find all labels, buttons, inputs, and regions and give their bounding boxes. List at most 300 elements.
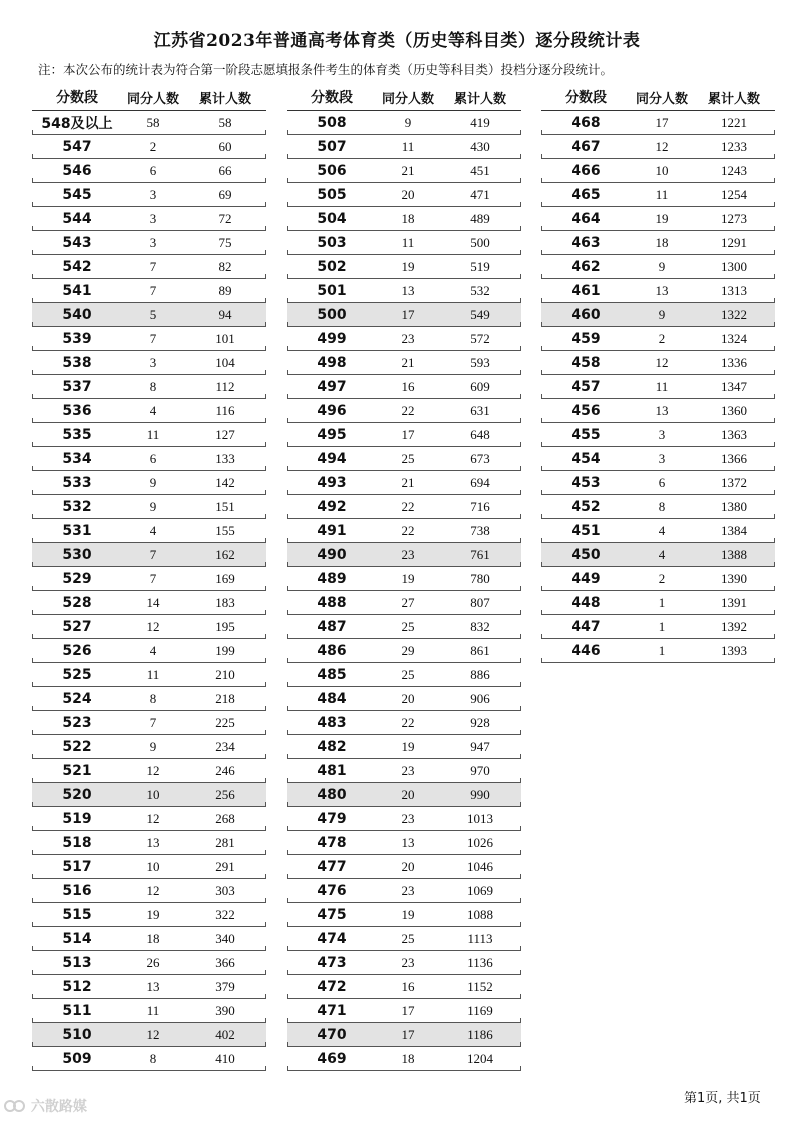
score-cell: 499 — [317, 330, 347, 347]
same-count-cell: 11 — [655, 186, 669, 202]
cumulative-cell: 1088 — [467, 906, 493, 922]
table-body — [32, 111, 266, 1071]
table-row — [541, 303, 775, 327]
same-count-cell: 23 — [401, 546, 415, 562]
score-cell: 451 — [571, 522, 601, 539]
cumulative-cell: 780 — [470, 570, 490, 586]
cumulative-cell: 1366 — [721, 450, 747, 466]
watermark-icon — [4, 1099, 26, 1113]
score-cell: 490 — [317, 546, 347, 563]
same-count-cell: 8 — [149, 378, 157, 394]
score-cell: 526 — [62, 642, 92, 659]
score-cell: 487 — [317, 618, 347, 635]
table-row — [287, 615, 521, 639]
table-row — [32, 159, 266, 183]
cumulative-cell: 291 — [215, 858, 235, 874]
score-cell: 547 — [62, 138, 92, 155]
same-count-cell: 19 — [401, 258, 415, 274]
table-row — [287, 375, 521, 399]
score-cell: 524 — [62, 690, 92, 707]
table-row — [32, 975, 266, 999]
same-count-cell: 10 — [655, 162, 669, 178]
table-row — [287, 399, 521, 423]
same-count-cell: 14 — [146, 594, 160, 610]
cumulative-cell: 807 — [470, 594, 490, 610]
same-count-cell: 19 — [401, 906, 415, 922]
score-cell: 512 — [62, 978, 92, 995]
cumulative-cell: 151 — [215, 498, 235, 514]
table-row — [32, 111, 266, 135]
same-count-cell: 13 — [655, 282, 669, 298]
table-row — [541, 519, 775, 543]
table-row — [32, 735, 266, 759]
cumulative-cell: 366 — [215, 954, 235, 970]
same-count-cell: 23 — [401, 330, 415, 346]
same-count-cell: 25 — [401, 930, 415, 946]
score-cell: 468 — [571, 114, 601, 131]
same-count-cell: 11 — [655, 378, 669, 394]
same-count-cell: 8 — [658, 498, 666, 514]
table-row — [541, 183, 775, 207]
table-row — [287, 1047, 521, 1071]
header-score: 分数段 — [56, 90, 98, 106]
page-title: 江苏省2023年普通高考体育类（历史等科目类）逐分段统计表 — [153, 31, 641, 51]
same-count-cell: 58 — [146, 114, 160, 130]
same-count-cell: 10 — [146, 786, 160, 802]
score-cell: 531 — [62, 522, 92, 539]
table-row — [32, 471, 266, 495]
same-count-cell: 13 — [401, 282, 415, 298]
cumulative-cell: 218 — [215, 690, 235, 706]
same-count-cell: 20 — [401, 858, 415, 874]
same-count-cell: 9 — [149, 498, 157, 514]
same-count-cell: 3 — [149, 234, 157, 250]
same-count-cell: 1 — [658, 618, 666, 634]
watermark-text: 六散路媒 — [30, 1099, 87, 1115]
table-row — [541, 495, 775, 519]
cumulative-cell: 322 — [215, 906, 235, 922]
cumulative-cell: 947 — [470, 738, 490, 754]
score-cell: 502 — [317, 258, 347, 275]
cumulative-cell: 906 — [470, 690, 490, 706]
score-cell: 484 — [317, 690, 347, 707]
table-row — [287, 543, 521, 567]
score-cell: 500 — [317, 306, 347, 323]
table-row — [287, 855, 521, 879]
cumulative-cell: 419 — [470, 114, 490, 130]
score-cell: 536 — [62, 402, 92, 419]
score-cell: 516 — [62, 882, 92, 899]
table-row — [287, 111, 521, 135]
table-row — [541, 207, 775, 231]
cumulative-cell: 1243 — [721, 162, 747, 178]
table-row — [541, 543, 775, 567]
table-row — [541, 471, 775, 495]
score-cell: 470 — [317, 1026, 347, 1043]
cumulative-cell: 1363 — [721, 426, 747, 442]
same-count-cell: 23 — [401, 954, 415, 970]
cumulative-cell: 572 — [470, 330, 490, 346]
table-column-1 — [32, 84, 266, 1071]
cumulative-cell: 990 — [470, 786, 490, 802]
same-count-cell: 29 — [401, 642, 415, 658]
cumulative-cell: 69 — [218, 186, 232, 202]
same-count-cell: 18 — [401, 210, 415, 226]
table-row — [541, 135, 775, 159]
header-same-count: 同分人数 — [635, 90, 688, 106]
same-count-cell: 12 — [655, 354, 669, 370]
same-count-cell: 3 — [149, 210, 157, 226]
cumulative-cell: 1273 — [721, 210, 747, 226]
cumulative-cell: 127 — [215, 426, 235, 442]
cumulative-cell: 716 — [470, 498, 490, 514]
cumulative-cell: 1372 — [721, 474, 747, 490]
cumulative-cell: 970 — [470, 762, 490, 778]
same-count-cell: 25 — [401, 618, 415, 634]
same-count-cell: 9 — [404, 114, 412, 130]
table-row — [32, 591, 266, 615]
score-cell: 450 — [571, 546, 601, 563]
same-count-cell: 6 — [149, 162, 157, 178]
same-count-cell: 22 — [401, 714, 415, 730]
score-cell: 463 — [571, 234, 601, 251]
cumulative-cell: 195 — [215, 618, 235, 634]
cumulative-cell: 471 — [470, 186, 490, 202]
same-count-cell: 21 — [401, 354, 415, 370]
cumulative-cell: 673 — [470, 450, 490, 466]
same-count-cell: 16 — [401, 378, 415, 394]
table-header — [287, 84, 521, 111]
same-count-cell: 26 — [146, 954, 160, 970]
same-count-cell: 1 — [658, 642, 666, 658]
same-count-cell: 11 — [401, 138, 415, 154]
score-cell: 546 — [62, 162, 92, 179]
score-cell: 453 — [571, 474, 601, 491]
cumulative-cell: 225 — [215, 714, 235, 730]
same-count-cell: 22 — [401, 402, 415, 418]
cumulative-cell: 246 — [215, 762, 235, 778]
score-cell: 481 — [317, 762, 347, 779]
table-row — [32, 231, 266, 255]
table-row — [287, 255, 521, 279]
score-cell: 545 — [62, 186, 92, 203]
page-footer: 第1页, 共1页 — [684, 1091, 761, 1106]
table-row — [287, 807, 521, 831]
cumulative-cell: 1169 — [467, 1002, 493, 1018]
table-row — [32, 375, 266, 399]
score-cell: 494 — [317, 450, 347, 467]
header-score: 分数段 — [311, 90, 353, 106]
score-cell: 467 — [571, 138, 601, 155]
table-row — [541, 255, 775, 279]
same-count-cell: 8 — [149, 690, 157, 706]
same-count-cell: 12 — [146, 762, 160, 778]
cumulative-cell: 94 — [218, 306, 232, 322]
cumulative-cell: 500 — [470, 234, 490, 250]
header-score: 分数段 — [565, 90, 607, 106]
score-cell: 518 — [62, 834, 92, 851]
table-row — [32, 687, 266, 711]
cumulative-cell: 1300 — [721, 258, 747, 274]
table-row — [32, 279, 266, 303]
same-count-cell: 1 — [658, 594, 666, 610]
score-cell: 477 — [317, 858, 347, 875]
same-count-cell: 19 — [401, 570, 415, 586]
same-count-cell: 4 — [149, 642, 157, 658]
cumulative-cell: 256 — [215, 786, 235, 802]
same-count-cell: 7 — [149, 258, 157, 274]
same-count-cell: 9 — [149, 474, 157, 490]
score-cell: 505 — [317, 186, 347, 203]
table-row — [32, 615, 266, 639]
score-cell: 454 — [571, 450, 601, 467]
table-row — [287, 831, 521, 855]
same-count-cell: 3 — [149, 354, 157, 370]
same-count-cell: 22 — [401, 498, 415, 514]
table-row — [287, 783, 521, 807]
score-cell: 521 — [62, 762, 92, 779]
table-row — [32, 807, 266, 831]
score-cell: 533 — [62, 474, 92, 491]
same-count-cell: 11 — [146, 666, 160, 682]
score-cell: 448 — [571, 594, 601, 611]
table-row — [32, 783, 266, 807]
cumulative-cell: 410 — [215, 1050, 235, 1066]
cumulative-cell: 1069 — [467, 882, 493, 898]
same-count-cell: 9 — [658, 306, 666, 322]
table-row — [287, 135, 521, 159]
same-count-cell: 4 — [658, 546, 666, 562]
table-row — [32, 855, 266, 879]
cumulative-cell: 72 — [218, 210, 232, 226]
same-count-cell: 7 — [149, 546, 157, 562]
table-row — [287, 207, 521, 231]
score-cell: 469 — [317, 1050, 347, 1067]
table-row — [287, 279, 521, 303]
cumulative-cell: 1313 — [721, 282, 747, 298]
table-row — [32, 879, 266, 903]
score-cell: 514 — [62, 930, 92, 947]
score-cell: 461 — [571, 282, 601, 299]
score-cell: 480 — [317, 786, 347, 803]
cumulative-cell: 82 — [218, 258, 232, 274]
table-row — [287, 591, 521, 615]
same-count-cell: 7 — [149, 330, 157, 346]
cumulative-cell: 1384 — [721, 522, 747, 538]
score-cell: 537 — [62, 378, 92, 395]
same-count-cell: 9 — [149, 738, 157, 754]
score-cell: 459 — [571, 330, 601, 347]
score-cell: 528 — [62, 594, 92, 611]
table-row — [287, 159, 521, 183]
cumulative-cell: 1026 — [467, 834, 493, 850]
cumulative-cell: 861 — [470, 642, 490, 658]
score-cell: 458 — [571, 354, 601, 371]
score-cell: 486 — [317, 642, 347, 659]
table-row — [32, 999, 266, 1023]
same-count-cell: 17 — [401, 426, 415, 442]
cumulative-cell: 609 — [470, 378, 490, 394]
table-header — [541, 84, 775, 111]
cumulative-cell: 1254 — [721, 186, 747, 202]
table-column-3 — [541, 84, 775, 663]
header-cumulative: 累计人数 — [198, 90, 251, 106]
table-row — [287, 351, 521, 375]
same-count-cell: 11 — [146, 1002, 160, 1018]
cumulative-cell: 648 — [470, 426, 490, 442]
cumulative-cell: 142 — [215, 474, 235, 490]
table-row — [32, 831, 266, 855]
table-row — [287, 303, 521, 327]
table-row — [32, 927, 266, 951]
score-cell: 515 — [62, 906, 92, 923]
cumulative-cell: 58 — [218, 114, 232, 130]
cumulative-cell: 1152 — [467, 978, 493, 994]
cumulative-cell: 1392 — [721, 618, 747, 634]
score-cell: 544 — [62, 210, 92, 227]
cumulative-cell: 390 — [215, 1002, 235, 1018]
score-cell: 542 — [62, 258, 92, 275]
score-cell: 466 — [571, 162, 601, 179]
cumulative-cell: 1390 — [721, 570, 747, 586]
table-row — [541, 423, 775, 447]
same-count-cell: 12 — [146, 882, 160, 898]
same-count-cell: 18 — [146, 930, 160, 946]
table-row — [32, 519, 266, 543]
score-cell: 517 — [62, 858, 92, 875]
table-row — [287, 687, 521, 711]
cumulative-cell: 694 — [470, 474, 490, 490]
same-count-cell: 17 — [401, 306, 415, 322]
score-cell: 449 — [571, 570, 601, 587]
score-cell: 535 — [62, 426, 92, 443]
cumulative-cell: 169 — [215, 570, 235, 586]
table-row — [32, 447, 266, 471]
table-row — [541, 399, 775, 423]
cumulative-cell: 549 — [470, 306, 490, 322]
table-row — [32, 303, 266, 327]
cumulative-cell: 162 — [215, 546, 235, 562]
cumulative-cell: 631 — [470, 402, 490, 418]
table-row — [287, 903, 521, 927]
cumulative-cell: 738 — [470, 522, 490, 538]
table-row — [541, 639, 775, 663]
header-same-count: 同分人数 — [126, 90, 179, 106]
table-row — [287, 447, 521, 471]
score-cell: 527 — [62, 618, 92, 635]
same-count-cell: 5 — [149, 306, 157, 322]
table-row — [32, 711, 266, 735]
cumulative-cell: 1347 — [721, 378, 747, 394]
table-row — [541, 159, 775, 183]
table-row — [32, 255, 266, 279]
score-cell: 455 — [571, 426, 601, 443]
cumulative-cell: 303 — [215, 882, 235, 898]
same-count-cell: 12 — [146, 810, 160, 826]
same-count-cell: 19 — [401, 738, 415, 754]
same-count-cell: 22 — [401, 522, 415, 538]
score-cell: 488 — [317, 594, 347, 611]
score-cell: 523 — [62, 714, 92, 731]
cumulative-cell: 340 — [215, 930, 235, 946]
table-row — [287, 1023, 521, 1047]
table-row — [541, 351, 775, 375]
cumulative-cell: 1291 — [721, 234, 747, 250]
header-cumulative: 累计人数 — [453, 90, 506, 106]
score-cell: 482 — [317, 738, 347, 755]
score-cell: 460 — [571, 306, 601, 323]
table-row — [287, 567, 521, 591]
table-row — [541, 591, 775, 615]
score-cell: 479 — [317, 810, 347, 827]
header-same-count: 同分人数 — [381, 90, 434, 106]
cumulative-cell: 199 — [215, 642, 235, 658]
same-count-cell: 3 — [149, 186, 157, 202]
same-count-cell: 9 — [658, 258, 666, 274]
table-row — [287, 879, 521, 903]
same-count-cell: 17 — [655, 114, 669, 130]
table-body — [541, 111, 775, 663]
same-count-cell: 8 — [149, 1050, 157, 1066]
score-cell: 473 — [317, 954, 347, 971]
score-cell: 511 — [62, 1002, 92, 1019]
same-count-cell: 25 — [401, 450, 415, 466]
score-cell: 475 — [317, 906, 347, 923]
same-count-cell: 2 — [658, 570, 666, 586]
table-row — [32, 567, 266, 591]
table-row — [32, 759, 266, 783]
cumulative-cell: 75 — [218, 234, 232, 250]
cumulative-cell: 1380 — [721, 498, 747, 514]
cumulative-cell: 1186 — [467, 1026, 493, 1042]
table-row — [541, 447, 775, 471]
cumulative-cell: 155 — [215, 522, 235, 538]
score-cell: 485 — [317, 666, 347, 683]
score-cell: 489 — [317, 570, 347, 587]
score-cell: 462 — [571, 258, 601, 275]
score-cell: 446 — [571, 642, 601, 659]
cumulative-cell: 1360 — [721, 402, 747, 418]
same-count-cell: 6 — [149, 450, 157, 466]
cumulative-cell: 519 — [470, 258, 490, 274]
same-count-cell: 2 — [149, 138, 157, 154]
cumulative-cell: 1388 — [721, 546, 747, 562]
cumulative-cell: 1391 — [721, 594, 747, 610]
score-cell: 476 — [317, 882, 347, 899]
header-cumulative: 累计人数 — [707, 90, 760, 106]
table-row — [287, 927, 521, 951]
table-row — [287, 759, 521, 783]
cumulative-cell: 1136 — [467, 954, 493, 970]
table-row — [32, 423, 266, 447]
score-cell: 456 — [571, 402, 601, 419]
score-cell: 510 — [62, 1026, 92, 1043]
cumulative-cell: 1336 — [721, 354, 747, 370]
table-row — [32, 663, 266, 687]
same-count-cell: 12 — [655, 138, 669, 154]
same-count-cell: 12 — [146, 618, 160, 634]
table-row — [541, 111, 775, 135]
same-count-cell: 23 — [401, 762, 415, 778]
cumulative-cell: 210 — [215, 666, 235, 682]
score-cell: 471 — [317, 1002, 347, 1019]
cumulative-cell: 112 — [215, 378, 235, 394]
table-row — [32, 399, 266, 423]
cumulative-cell: 1233 — [721, 138, 747, 154]
same-count-cell: 7 — [149, 570, 157, 586]
same-count-cell: 23 — [401, 810, 415, 826]
score-cell: 465 — [571, 186, 601, 203]
